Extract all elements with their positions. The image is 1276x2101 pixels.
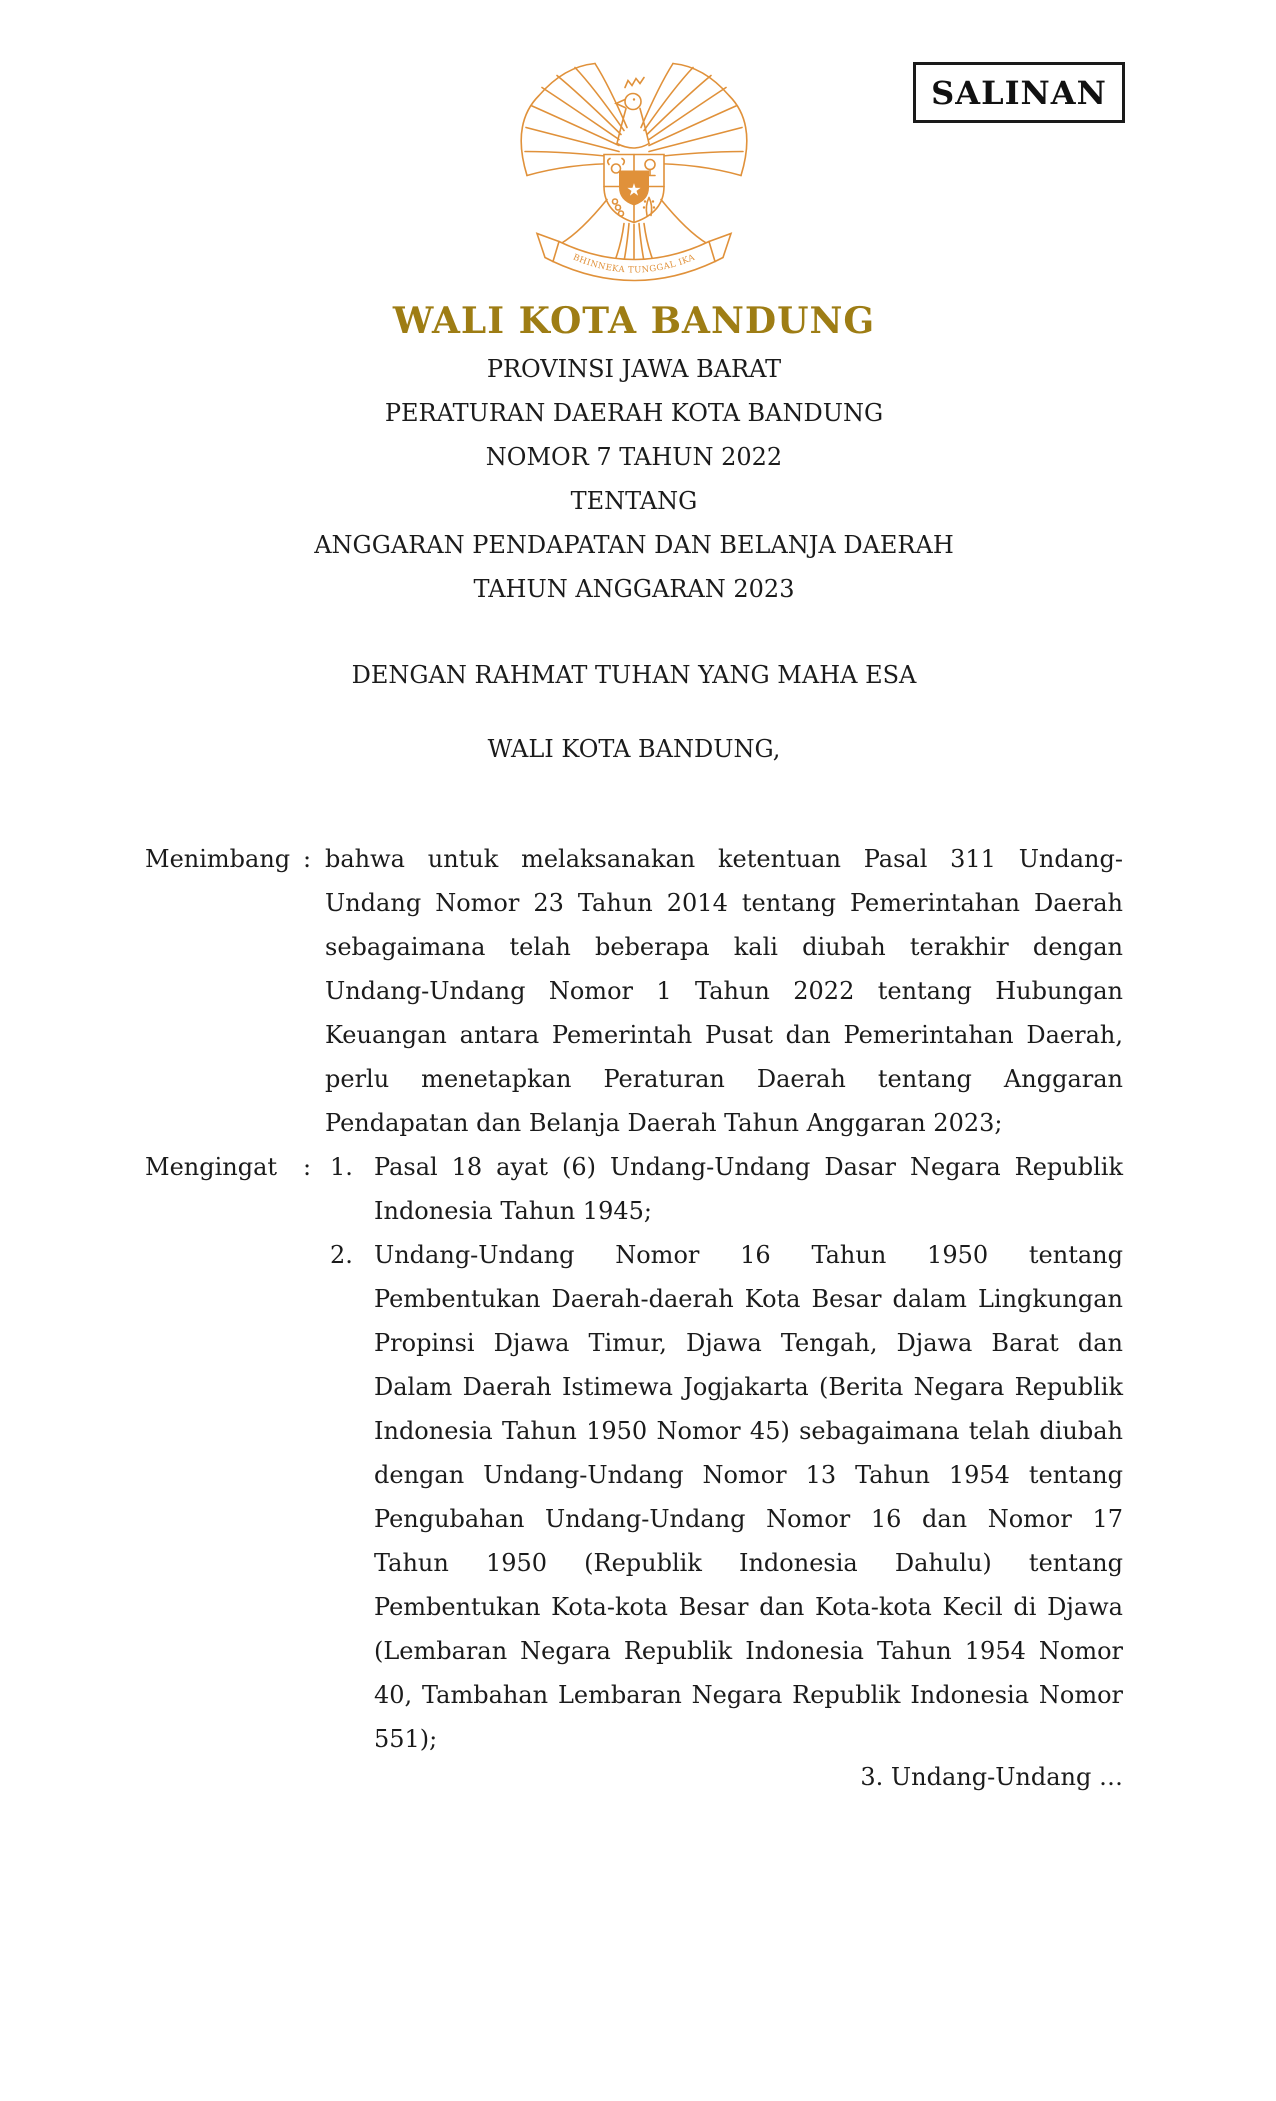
list-item	[325, 1145, 1123, 1233]
regulation-number-line: NOMOR 7 TAHUN 2022	[485, 443, 783, 471]
list-item-text: Undang-Undang Nomor 16 Tahun 1950 tentang Pembentukan Daerah-daerah Kota Besar dalam Lingkungan Propinsi Djawa Timur, Djawa Tengah, Djawa Barat dan Dalam Daerah Istimewa Jogjakarta (Berita Negara Republik Indonesia Tahun 1950 Nomor 45) sebagaimana telah diubah dengan Undang-Undang Nomor 13 Tahun 1954 tentang Pengubahan Undang-Undang Nomor 16 dan Nomor 17 Tahun 1950 (Republik Indonesia Dahulu) tentang Pembentukan Kota-kota Besar dan Kota-kota Kecil di Djawa (Lembaran Negara Republik Indonesia Tahun 1954 Nomor 40, Tambahan Lembaran Negara Republik Indonesia Nomor 551);	[374, 1241, 1123, 1753]
subject-line-1: ANGGARAN PENDAPATAN DAN BELANJA DAERAH	[314, 531, 954, 559]
pancasila-shield-icon	[604, 155, 664, 223]
menimbang-text: bahwa untuk melaksanakan ketentuan Pasal 311 Undang-Undang Nomor 23 Tahun 2014 tentang Pemerintahan Daerah sebagaimana telah beberapa kali diubah terakhir dengan Undang-Undang Nomor 1 Tahun 2022 tentang Hubungan Keuangan antara Pemerintah Pusat dan Pemerintahan Daerah, perlu menetapkan Peraturan Daerah tentang Anggaran Pendapatan dan Belanja Daerah Tahun Anggaran 2023;	[325, 845, 1123, 1137]
invocation-line: DENGAN RAHMAT TUHAN YANG MAHA ESA	[351, 661, 917, 689]
list-item-number: 2.	[330, 1241, 353, 1269]
menimbang-row	[145, 837, 1123, 1145]
right-leg-icon	[661, 200, 707, 244]
page-catchword: 3. Undang-Undang …	[860, 1763, 1123, 1791]
list-item	[325, 1233, 1123, 1761]
subject-line-2: TAHUN ANGGARAN 2023	[473, 575, 795, 603]
menimbang-colon: :	[303, 845, 312, 873]
authority-title: WALI KOTA BANDUNG	[392, 300, 876, 342]
list-item-text: Pasal 18 ayat (6) Undang-Undang Dasar Negara Republik Indonesia Tahun 1945;	[374, 1153, 1123, 1225]
province-line: PROVINSI JAWA BARAT	[486, 355, 782, 383]
preamble-block	[145, 837, 1123, 1761]
about-label-line: TENTANG	[570, 487, 698, 515]
star-icon: ★	[626, 180, 642, 201]
motto-text: BHINNEKA TUNGGAL IKA	[571, 252, 697, 276]
legal-basis-list	[325, 1145, 1123, 1761]
issuer-line: WALI KOTA BANDUNG,	[487, 735, 781, 763]
document-headings	[145, 347, 1123, 611]
salinan-stamp: SALINAN	[913, 62, 1125, 123]
mengingat-row	[145, 1145, 1123, 1761]
mengingat-label: Mengingat	[145, 1153, 278, 1181]
left-leg-icon	[561, 200, 607, 244]
garuda-pancasila-emblem-icon	[509, 50, 759, 298]
regulation-title-line: PERATURAN DAERAH KOTA BANDUNG	[384, 399, 884, 427]
mengingat-colon: :	[303, 1153, 312, 1181]
list-item-number: 1.	[330, 1153, 353, 1181]
menimbang-label: Menimbang	[145, 845, 291, 873]
